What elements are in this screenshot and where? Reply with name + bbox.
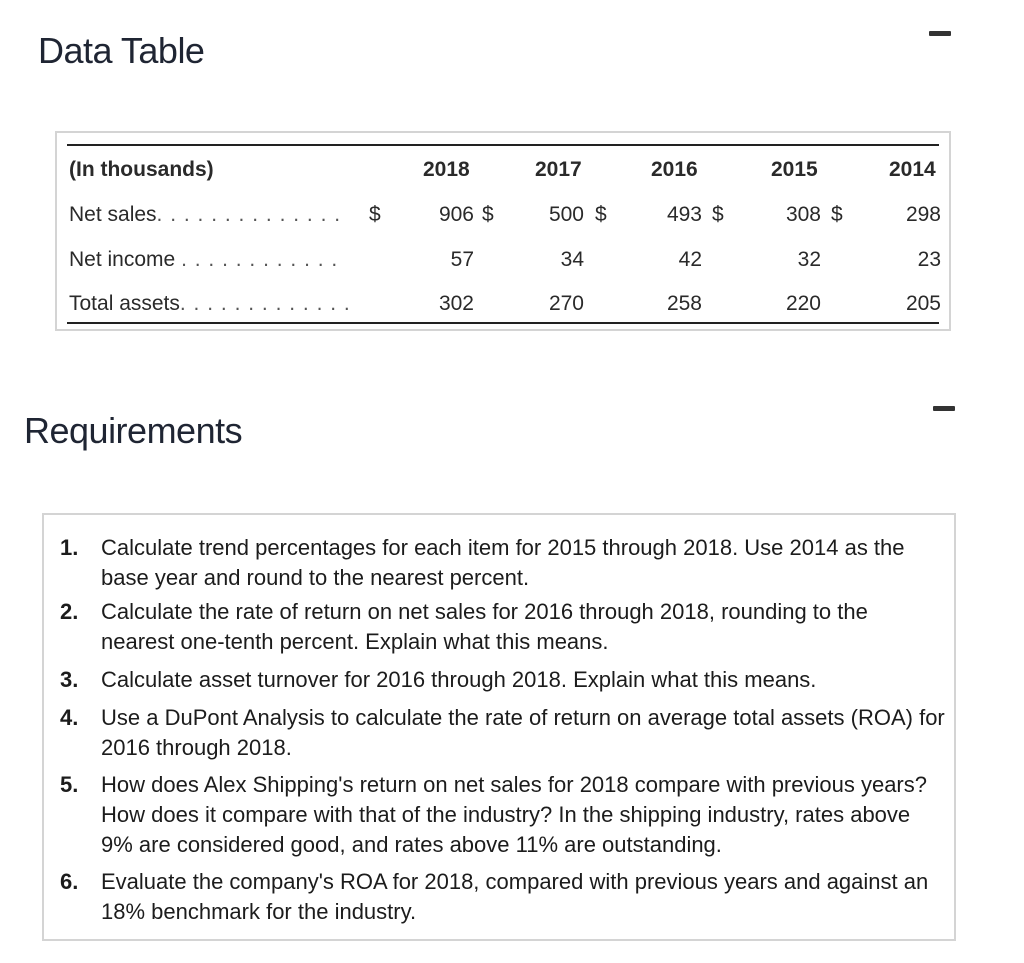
row-label: Total assets. . . . . . . . . . . . .	[69, 292, 351, 315]
dollar-sign: $	[831, 203, 843, 226]
year-header: 2018	[423, 158, 470, 181]
table-cell: 205	[905, 292, 941, 315]
data-table	[55, 131, 951, 331]
requirement-text: Calculate asset turnover for 2016 through 2018. Explain what this means.	[101, 667, 817, 692]
year-header: 2015	[771, 158, 818, 181]
year-header: 2017	[535, 158, 582, 181]
requirement-text: How does Alex Shipping's return on net sales for 2018 compare with previous years? How does it compare with that of the industry? In the shipping industry, rates above 9% are considered good, and rates above 11% are outstanding.	[101, 772, 927, 857]
row-label: Net sales. . . . . . . . . . . . . .	[69, 203, 342, 226]
table-cell: 220	[785, 292, 821, 315]
table-cell: 906	[438, 203, 474, 226]
leader-dots: . . . . . . . . . . . . .	[179, 292, 351, 315]
table-bottom-rule	[67, 322, 939, 324]
row-label: Net income . . . . . . . . . . . .	[69, 248, 339, 271]
requirement-number: 1.	[60, 535, 79, 560]
table-cell: 270	[548, 292, 584, 315]
dollar-sign: $	[369, 203, 381, 226]
table-cell: 500	[548, 203, 584, 226]
minimize-icon[interactable]	[933, 406, 955, 411]
table-cell: 23	[917, 248, 941, 271]
year-header: 2016	[651, 158, 698, 181]
requirement-number: 3.	[60, 667, 79, 692]
requirement-number: 6.	[60, 869, 79, 894]
table-cell: 308	[785, 203, 821, 226]
requirement-text: Calculate the rate of return on net sales for 2016 through 2018, rounding to the nearest one-tenth percent. Explain what this means.	[101, 599, 868, 654]
dollar-sign: $	[482, 203, 494, 226]
table-cell: 298	[905, 203, 941, 226]
requirement-number: 4.	[60, 705, 79, 730]
table-header-label: (In thousands)	[69, 158, 214, 181]
requirement-text: Use a DuPont Analysis to calculate the rate of return on average total assets (ROA) for 2016 through 2018.	[101, 705, 945, 760]
data-table-heading: Data Table	[38, 30, 205, 71]
year-header: 2014	[889, 158, 936, 181]
table-cell: 258	[666, 292, 702, 315]
table-cell: 42	[678, 248, 702, 271]
minimize-icon[interactable]	[929, 31, 951, 36]
table-top-rule	[67, 144, 939, 146]
table-cell: 34	[560, 248, 584, 271]
leader-dots: . . . . . . . . . . . . . .	[156, 203, 342, 226]
dollar-sign: $	[595, 203, 607, 226]
dollar-sign: $	[712, 203, 724, 226]
requirements-heading: Requirements	[24, 410, 243, 451]
requirement-number: 2.	[60, 599, 79, 624]
table-cell: 32	[797, 248, 821, 271]
requirements-list	[42, 513, 956, 941]
table-cell: 57	[450, 248, 474, 271]
requirement-text: Evaluate the company's ROA for 2018, compared with previous years and against an 18% benchmark for the industry.	[101, 869, 929, 924]
leader-dots: . . . . . . . . . . . .	[181, 248, 339, 271]
table-cell: 302	[438, 292, 474, 315]
requirement-text: Calculate trend percentages for each item for 2015 through 2018. Use 2014 as the base year and round to the nearest percent.	[101, 535, 905, 590]
requirement-number: 5.	[60, 772, 79, 797]
table-cell: 493	[666, 203, 702, 226]
